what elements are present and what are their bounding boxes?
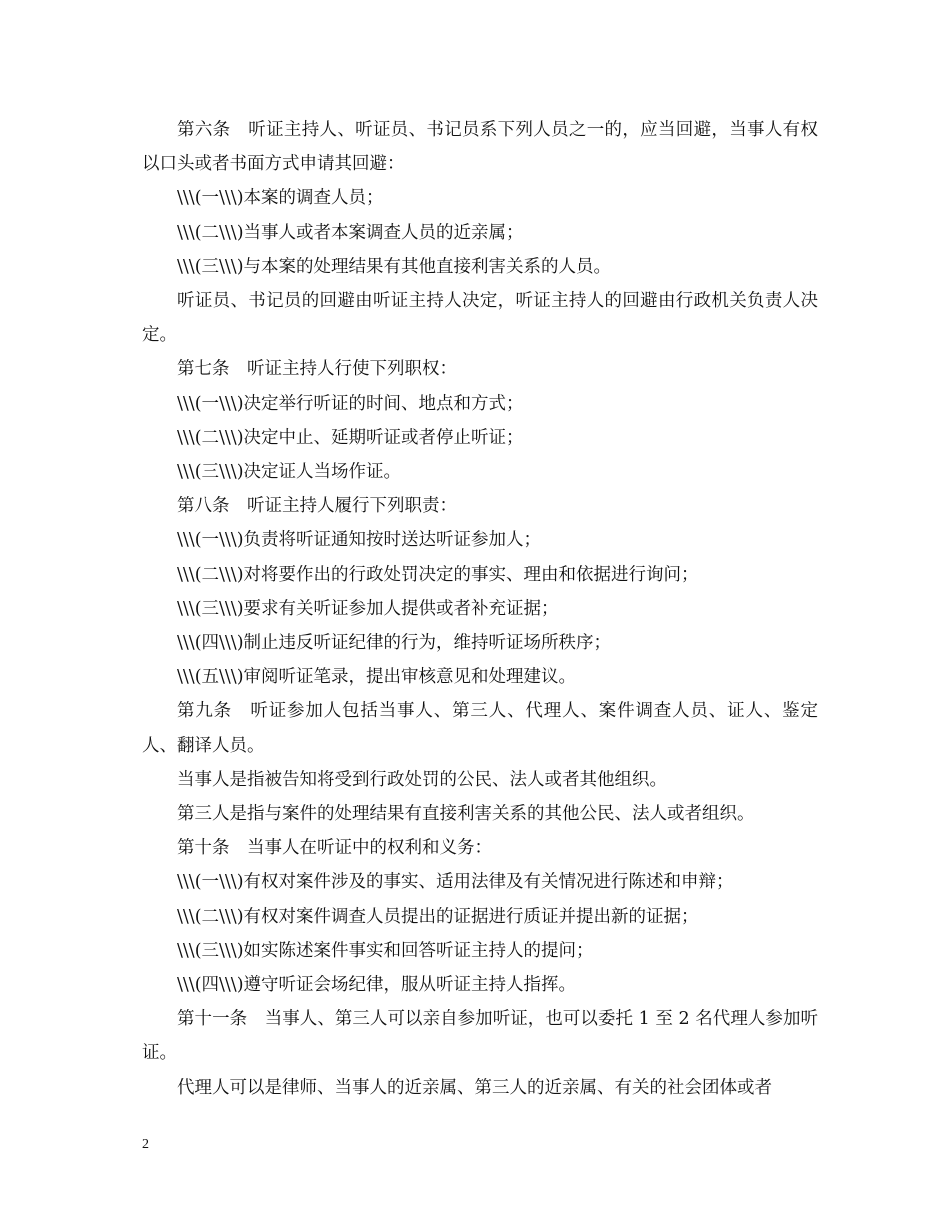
paragraph-article-6: 第六条 听证主持人、听证员、书记员系下列人员之一的，应当回避，当事人有权以口头或者书面方式申请其回避： <box>142 120 818 175</box>
paragraph-article-10: 第十条 当事人在听证中的权利和义务： <box>177 838 492 859</box>
paragraph-article-10-item-4: \\\(四\\\)遵守听证会场纪律，服从听证主持人指挥。 <box>177 975 577 996</box>
paragraph-article-8-item-4: \\\(四\\\)制止违反听证纪律的行为，维持听证场所秩序； <box>177 633 612 654</box>
paragraph-article-7-item-2: \\\(二\\\)决定中止、延期听证或者停止听证； <box>177 427 524 448</box>
paragraph-third-party-definition: 第三人是指与案件的处理结果有直接利害关系的其他公民、法人或者组织。 <box>177 804 755 825</box>
paragraph-article-6-item-2: \\\(二\\\)当事人或者本案调查人员的近亲属； <box>177 222 524 243</box>
document-body <box>142 113 818 1105</box>
paragraph-article-8-item-3: \\\(三\\\)要求有关听证参加人提供或者补充证据； <box>177 598 559 619</box>
paragraph-article-7-item-1: \\\(一\\\)决定举行听证的时间、地点和方式； <box>177 393 524 414</box>
paragraph-article-8-item-2: \\\(二\\\)对将要作出的行政处罚决定的事实、理由和依据进行询问； <box>177 564 699 585</box>
paragraph-agent-eligibility: 代理人可以是律师、当事人的近亲属、第三人的近亲属、有关的社会团体或者 <box>177 1077 772 1098</box>
paragraph-article-8-item-1: \\\(一\\\)负责将听证通知按时送达听证参加人； <box>177 530 542 551</box>
paragraph-article-11: 第十一条 当事人、第三人可以亲自参加听证，也可以委托 1 至 2 名代理人参加听证。 <box>142 1009 818 1064</box>
paragraph-article-9: 第九条 听证参加人包括当事人、第三人、代理人、案件调查人员、证人、鉴定人、翻译人员。 <box>142 701 818 756</box>
paragraph-article-7-item-3: \\\(三\\\)决定证人当场作证。 <box>177 462 402 483</box>
paragraph-article-7: 第七条 听证主持人行使下列职权： <box>177 359 457 380</box>
paragraph-recusal-decision: 听证员、书记员的回避由听证主持人决定，听证主持人的回避由行政机关负责人决定。 <box>142 291 818 346</box>
paragraph-article-8: 第八条 听证主持人履行下列职责： <box>177 496 457 517</box>
paragraph-article-10-item-3: \\\(三\\\)如实陈述案件事实和回答听证主持人的提问； <box>177 940 594 961</box>
paragraph-article-10-item-2: \\\(二\\\)有权对案件调查人员提出的证据进行质证并提出新的证据； <box>177 906 699 927</box>
page-number: 2 <box>142 1137 149 1152</box>
paragraph-article-6-item-3: \\\(三\\\)与本案的处理结果有其他直接利害关系的人员。 <box>177 256 612 277</box>
paragraph-party-definition: 当事人是指被告知将受到行政处罚的公民、法人或者其他组织。 <box>177 769 667 790</box>
paragraph-article-10-item-1: \\\(一\\\)有权对案件涉及的事实、适用法律及有关情况进行陈述和申辩； <box>177 872 734 893</box>
paragraph-article-6-item-1: \\\(一\\\)本案的调查人员； <box>177 188 384 209</box>
paragraph-article-8-item-5: \\\(五\\\)审阅听证笔录，提出审核意见和处理建议。 <box>177 667 577 688</box>
